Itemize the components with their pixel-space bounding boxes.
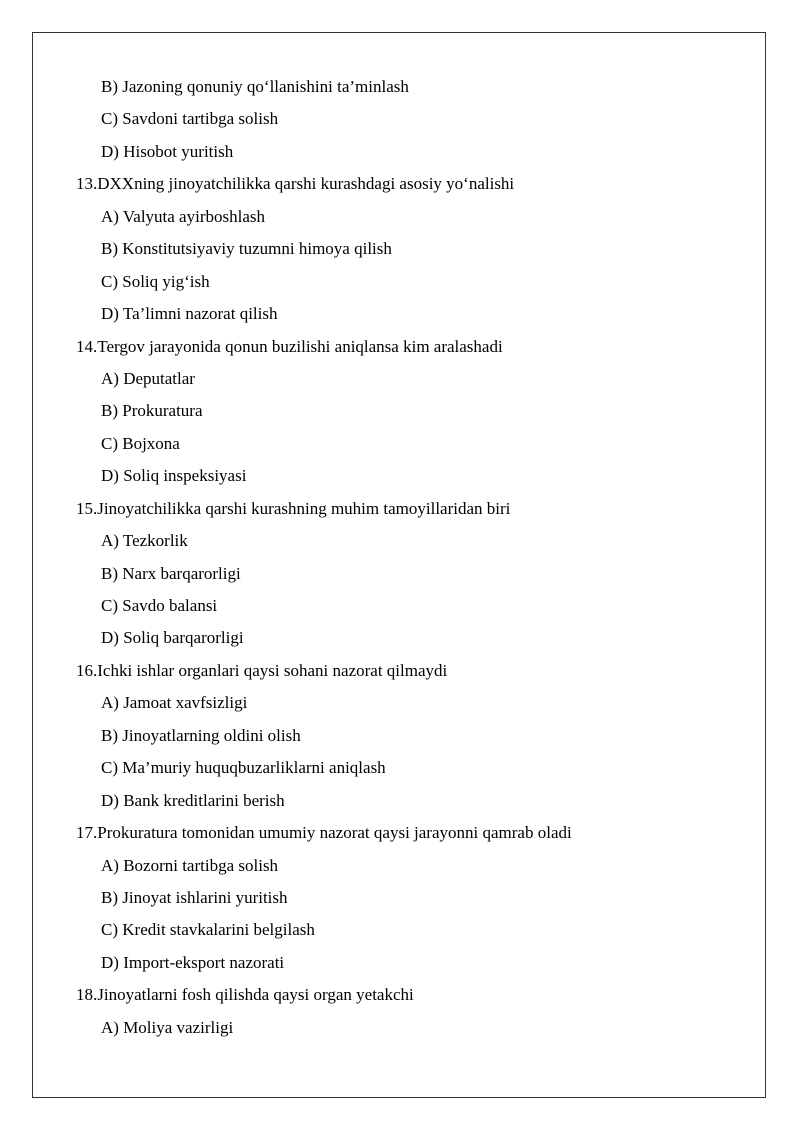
- answer-option: A) Tezkorlik: [101, 531, 188, 551]
- question-text: 18.Jinoyatlarni fosh qilishda qaysi organ yetakchi: [76, 985, 414, 1005]
- answer-option: C) Soliq yig‘ish: [101, 271, 210, 291]
- answer-option: D) Soliq inspeksiyasi: [101, 466, 247, 486]
- answer-option: C) Kredit stavkalarini belgilash: [101, 920, 315, 940]
- answer-option: B) Narx barqarorligi: [101, 563, 241, 583]
- answer-option: D) Ta’limni nazorat qilish: [101, 304, 278, 324]
- answer-option: D) Import-eksport nazorati: [101, 952, 285, 972]
- question-text: 14.Tergov jarayonida qonun buzilishi aniqlansa kim aralashadi: [76, 336, 503, 356]
- question-text: 17.Prokuratura tomonidan umumiy nazorat qaysi jarayonni qamrab oladi: [76, 823, 572, 843]
- answer-option: B) Jinoyatlarning oldini olish: [101, 725, 301, 745]
- answer-option: D) Soliq barqarorligi: [101, 628, 244, 648]
- answer-option: A) Bozorni tartibga solish: [101, 855, 279, 875]
- answer-option: C) Savdo balansi: [101, 596, 218, 615]
- question-text: 15.Jinoyatchilikka qarshi kurashning muhim tamoyillaridan biri: [76, 498, 511, 518]
- answer-option: A) Deputatlar: [101, 368, 195, 388]
- answer-option: B) Prokuratura: [101, 401, 203, 421]
- answer-option: A) Valyuta ayirboshlash: [101, 206, 265, 226]
- answer-option: C) Savdoni tartibga solish: [101, 109, 279, 129]
- question-text: 13.DXXning jinoyatchilikka qarshi kurashdagi asosiy yo‘nalishi: [76, 174, 515, 194]
- question-text: 16.Ichki ishlar organlari qaysi sohani nazorat qilmaydi: [76, 660, 448, 680]
- answer-option: A) Jamoat xavfsizligi: [101, 693, 248, 713]
- answer-option: B) Jazoning qonuniy qo‘llanishini ta’minlash: [101, 77, 409, 96]
- answer-option: C) Bojxona: [101, 433, 180, 453]
- answer-option: C) Ma’muriy huquqbuzarliklarni aniqlash: [101, 758, 386, 778]
- answer-option: D) Hisobot yuritish: [101, 141, 234, 161]
- answer-option: D) Bank kreditlarini berish: [101, 790, 285, 810]
- document-body: [0, 71, 800, 1044]
- answer-option: B) Konstitutsiyaviy tuzumni himoya qilish: [101, 239, 392, 259]
- answer-option: B) Jinoyat ishlarini yuritish: [101, 887, 288, 907]
- answer-option: A) Moliya vazirligi: [101, 1017, 234, 1037]
